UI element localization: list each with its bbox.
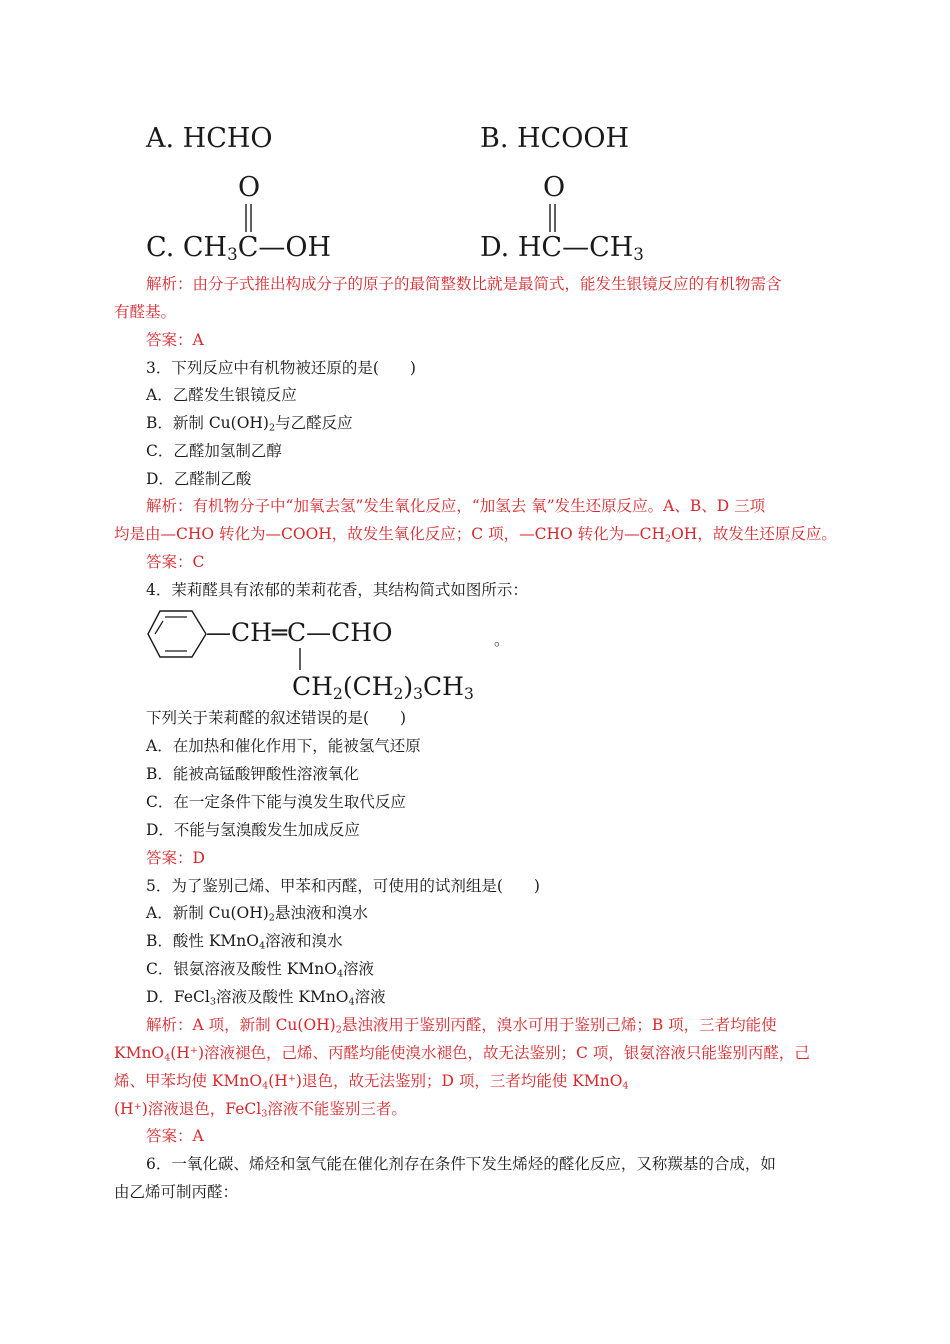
q3-analysis-line-2: 均是由—CHO 转化为—COOH，故发生氧化反应；C 项，—CHO 转化为$—CH_2OH$，故发生还原反应。	[114, 525, 837, 545]
q3-option-b: B．新制 $Cu(OH)_2$与乙醛反应	[146, 414, 353, 434]
q5-analysis-line-3: 烯、甲苯均使 KMnO$_4$(H⁺)退色，故无法鉴别；D 项，三者均能使 KMnO$_4$	[114, 1072, 629, 1092]
q3-stem: 3．下列反应中有机物被还原的是( )	[146, 359, 416, 377]
q4-answer: 答案：D	[146, 849, 205, 867]
q4-question: 下列关于茉莉醛的叙述错误的是( )	[146, 709, 407, 727]
q3-analysis-line-1: 解析：有机物分子中“加氧去氢”发生氧化反应，“加氢去 氧”发生还原反应。A、B、D 三项	[146, 497, 766, 515]
q5-option-c: C．银氨溶液及酸性 KMnO$_4$溶液	[146, 960, 375, 980]
q5-option-b: B．酸性 KMnO$_4$溶液和溴水	[146, 932, 343, 952]
q5-answer: 答案：A	[146, 1127, 204, 1145]
choice-c-oxygen: O	[238, 172, 261, 203]
q5-analysis-line-4: (H⁺)溶液退色，FeCl$_3$溶液不能鉴别三者。	[114, 1100, 407, 1120]
choice-a-hcho: A. HCHO	[146, 123, 273, 154]
q3-option-c: C．乙醛加氢制乙醇	[146, 442, 282, 460]
q2-analysis-line-1: 解析：由分子式推出构成分子的原子的最简整数比就是最简式，能发生银镜反应的有机物需含	[146, 275, 782, 293]
q6-stem-line-1: 6．一氧化碳、烯烃和氢气能在催化剂存在条件下发生烯烃的醛化反应，又称羰基的合成，如	[146, 1155, 776, 1173]
choice-c-double-bond	[243, 204, 255, 234]
choice-d-formula: D. $HC—CH_3$	[480, 232, 644, 265]
choice-d-double-bond	[547, 204, 559, 234]
q3-answer: 答案：C	[146, 553, 205, 571]
q5-stem: 5．为了鉴别己烯、甲苯和丙醛，可使用的试剂组是( )	[146, 877, 540, 895]
q4-option-a: A．在加热和催化作用下，能被氢气还原	[146, 737, 421, 755]
choice-b-hcooh: B. HCOOH	[480, 123, 630, 154]
benzene-ring-icon	[146, 608, 208, 660]
q4-option-c: C．在一定条件下能与溴发生取代反应	[146, 793, 406, 811]
choice-d-oxygen: O	[543, 172, 566, 203]
q3-option-d: D．乙醛制乙酸	[146, 470, 252, 488]
q4-stem: 4．茉莉醛具有浓郁的茉莉花香，其结构简式如图所示：	[146, 581, 528, 599]
jasminaldehyde-side-chain: $CH_2(CH_2)_3CH_3$	[292, 672, 474, 703]
q2-answer: 答案：A	[146, 331, 204, 349]
q5-analysis-line-2: KMnO$_4$(H⁺)溶液褪色，己烯、丙醛均能使溴水褪色，故无法鉴别；C 项，银氨溶液只能鉴别丙醛，己	[114, 1044, 810, 1064]
q4-option-b: B．能被高锰酸钾酸性溶液氧化	[146, 765, 359, 783]
q3-option-a: A．乙醛发生银镜反应	[146, 386, 297, 404]
q4-structure-period: 。	[494, 631, 510, 649]
q2-analysis-line-2: 有醛基。	[114, 303, 177, 321]
q4-option-d: D．不能与氢溴酸发生加成反应	[146, 821, 360, 839]
choice-c-formula: C. $CH_3C—OH$	[146, 232, 332, 265]
q5-analysis-line-1: 解析：A 项，新制 $Cu(OH)_2$悬浊液用于鉴别丙醛，溴水可用于鉴别己烯；B 项，三者均能使	[146, 1016, 777, 1036]
q6-stem-line-2: 由乙烯可制丙醛：	[114, 1183, 239, 1201]
jasminaldehyde-main-chain: —CH═C—CHO	[206, 618, 393, 647]
q5-option-a: A．新制 $Cu(OH)_2$悬浊液和溴水	[146, 904, 368, 924]
jasminaldehyde-branch-bond	[298, 648, 302, 672]
q5-option-d: D．FeCl$_3$溶液及酸性 KMnO$_4$溶液	[146, 988, 386, 1008]
